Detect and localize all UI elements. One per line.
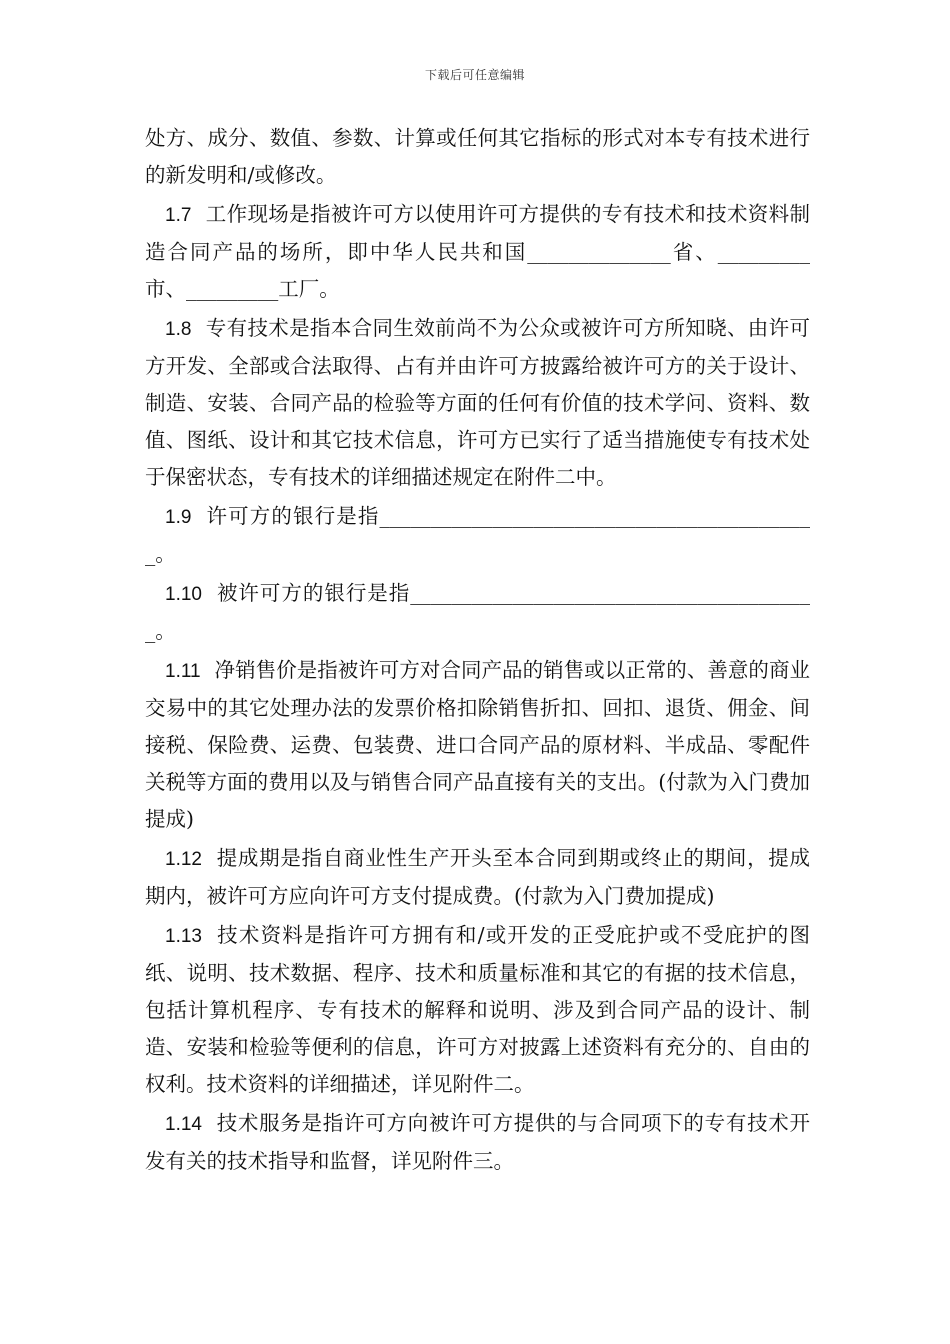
clause-text: 技术服务是指许可方向被许可方提供的与合同项下的专有技术开发有关的技术指导和监督，详见附件三。 xyxy=(145,1111,810,1173)
clause-1-11 xyxy=(145,652,810,838)
clause-text: 专有技术是指本合同生效前尚不为公众或被许可方所知晓、由许可方开发、全部或合法取得、占有并由许可方披露给被许可方的关于设计、制造、安装、合同产品的检验等方面的任何有价值的技术学问、资料、数值、图纸、设计和其它技术信息，许可方已实行了适当措施使专有技术处于保密状态，专有技术的详细描述规定在附件二中。 xyxy=(145,316,810,489)
clause-text: 被许可方的银行是指________________________________________。 xyxy=(145,581,810,643)
clause-1-12 xyxy=(145,840,810,915)
clause-text: 许可方的银行是指___________________________________________。 xyxy=(145,504,810,566)
page-header: 下载后可任意编辑 xyxy=(424,68,525,82)
clause-number: 1.10 xyxy=(165,584,202,605)
clause-1-13 xyxy=(145,917,810,1103)
clause-number: 1.14 xyxy=(165,1114,202,1135)
clause-1-8 xyxy=(145,310,810,496)
document-body xyxy=(145,120,810,1182)
clause-text: 提成期是指自商业性生产开头至本合同到期或终止的期间，提成期内，被许可方应向许可方支付提成费。(付款为入门费加提成) xyxy=(145,846,810,908)
paragraph-1-6-continued xyxy=(145,120,810,194)
paragraph-text: 处方、成分、数值、参数、计算或任何其它指标的形式对本专有技术进行的新发明和/或修改。 xyxy=(145,126,810,187)
clause-text: 技术资料是指许可方拥有和/或开发的正受庇护或不受庇护的图纸、说明、技术数据、程序、技术和质量标准和其它的有据的技术信息，包括计算机程序、专有技术的解释和说明、涉及到合同产品的设计、制造、安装和检验等便利的信息，许可方对披露上述资料有充分的、自由的权利。技术资料的详细描述，详见附件二。 xyxy=(145,923,810,1096)
clause-number: 1.9 xyxy=(165,507,192,528)
clause-number: 1.8 xyxy=(165,319,192,340)
clause-number: 1.11 xyxy=(165,661,201,682)
clause-1-9 xyxy=(145,498,810,573)
clause-text: 净销售价是指被许可方对合同产品的销售或以正常的、善意的商业交易中的其它处理办法的发票价格扣除销售折扣、回扣、退货、佣金、间接税、保险费、运费、包装费、进口合同产品的原材料、半成品、零配件关税等方面的费用以及与销售合同产品直接有关的支出。(付款为入门费加提成) xyxy=(145,658,810,831)
clause-1-14 xyxy=(145,1105,810,1180)
clause-1-7 xyxy=(145,196,810,308)
clause-number: 1.13 xyxy=(165,926,202,947)
clause-text: 工作现场是指被许可方以使用许可方提供的专有技术和技术资料制造合同产品的场所，即中华人民共和国______________省、_________市、_________工厂。 xyxy=(145,202,810,301)
clause-number: 1.7 xyxy=(165,205,192,226)
clause-number: 1.12 xyxy=(165,849,202,870)
clause-1-10 xyxy=(145,575,810,650)
